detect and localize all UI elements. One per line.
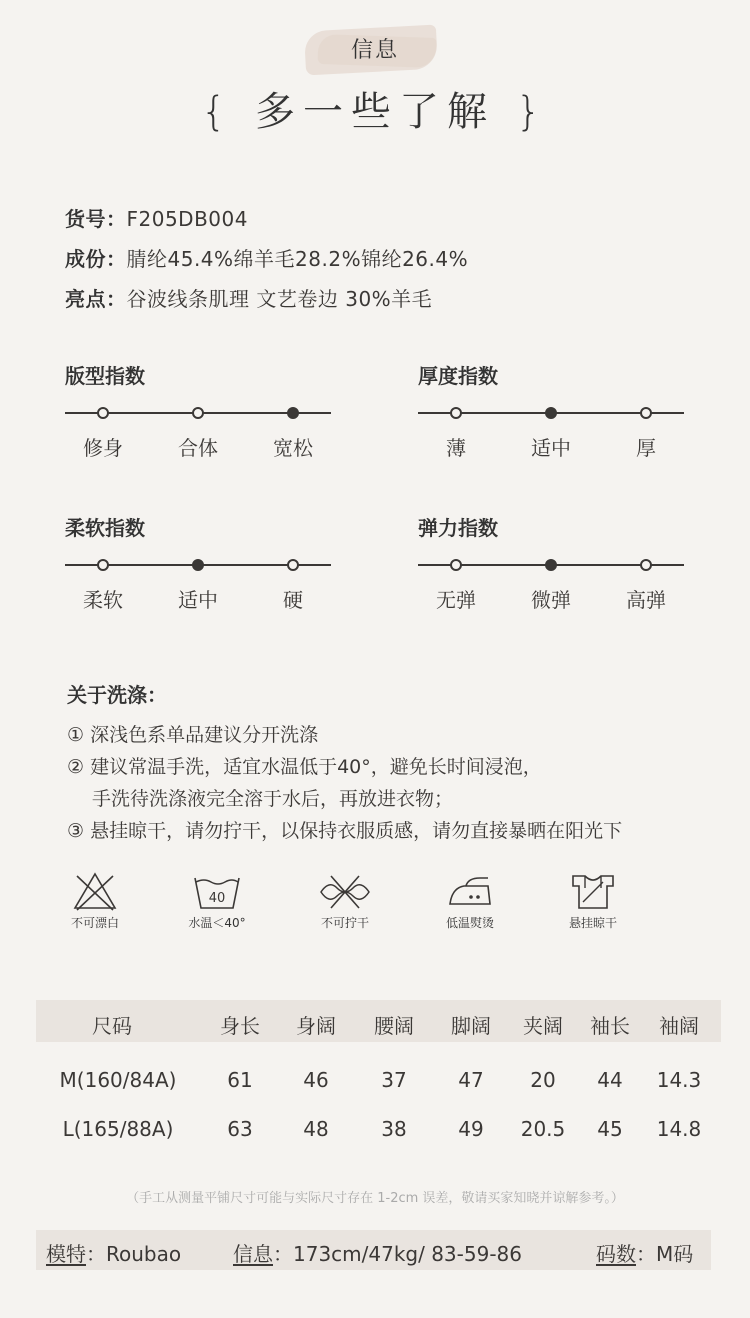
table-cell: 45 [597, 1117, 623, 1141]
index-option: 厚 [636, 436, 656, 460]
care-label: 水温＜40° [188, 916, 246, 930]
index-title: 弹力指数 [418, 516, 498, 540]
table-cell: 47 [458, 1068, 484, 1092]
info-value: 谷波线条肌理 文艺卷边 30%羊毛 [126, 287, 433, 311]
index-dot [545, 559, 557, 571]
info-item-code [65, 203, 248, 232]
index-dot [287, 559, 299, 571]
table-cell: 44 [597, 1068, 623, 1092]
index-option: 高弹 [626, 588, 666, 612]
table-header: 袖阔 [659, 1014, 699, 1038]
table-cell: 61 [227, 1068, 253, 1092]
index-option: 柔软 [83, 588, 123, 612]
index-option: 合体 [178, 436, 218, 460]
wash-temp-badge: 40 [208, 891, 226, 906]
index-dot [545, 407, 557, 419]
care-label: 悬挂晾干 [568, 916, 617, 930]
info-label: 信息 [233, 1242, 273, 1266]
table-cell: 14.3 [656, 1068, 702, 1092]
index-option: 硬 [283, 588, 303, 612]
index-option: 适中 [531, 436, 571, 460]
index-option: 薄 [446, 436, 466, 460]
table-cell: 49 [458, 1117, 484, 1141]
index-dot [287, 407, 299, 419]
table-cell: M(160/84A) [59, 1068, 177, 1092]
model-label: 模特 [46, 1242, 86, 1266]
wash-line: ③ 悬挂晾干，请勿拧干，以保持衣服质感，请勿直接暴晒在阳光下 [67, 820, 623, 842]
table-header: 腰阔 [374, 1014, 414, 1038]
model-measurements [233, 1238, 522, 1267]
table-header: 袖长 [590, 1014, 630, 1038]
table-cell: 14.8 [656, 1117, 702, 1141]
measurement-note: （手工从测量平铺尺寸可能与实际尺寸存在 1-2cm 误差，敬请买家知晓并谅解参考。） [126, 1191, 624, 1206]
table-header: 身长 [220, 1014, 260, 1038]
wash-line: ① 深浅色系单品建议分开洗涤 [67, 724, 319, 746]
wash-40-icon [187, 870, 247, 914]
table-cell: 20 [530, 1068, 556, 1092]
index-dot [450, 559, 462, 571]
page-title: 信息 [350, 38, 399, 63]
index-dot [97, 407, 109, 419]
hang-dry-icon [563, 870, 623, 914]
info-value: 腈纶45.4%绵羊毛28.2%锦纶26.4% [126, 247, 469, 271]
table-cell: 63 [227, 1117, 253, 1141]
index-option: 宽松 [273, 436, 313, 460]
table-cell: 48 [303, 1117, 329, 1141]
wash-title: 关于洗涤： [67, 683, 167, 707]
index-title: 厚度指数 [418, 364, 498, 388]
table-header: 脚阔 [451, 1014, 491, 1038]
no-wring-icon [315, 870, 375, 914]
index-option: 修身 [83, 436, 123, 460]
table-header: 夹阔 [523, 1014, 563, 1038]
info-label: 成份： [65, 247, 127, 271]
table-header: 尺码 [92, 1014, 132, 1038]
care-label: 不可拧干 [320, 916, 369, 930]
info-item-highlights [65, 283, 432, 312]
size-value: ：M码 [636, 1242, 694, 1266]
table-cell: 46 [303, 1068, 329, 1092]
model-value: ：Roubao [86, 1242, 182, 1266]
info-value: ：173cm/47kg/ 83-59-86 [273, 1242, 522, 1266]
model-size [596, 1238, 693, 1267]
index-option: 适中 [178, 588, 218, 612]
page-subtitle: { 多一些了解 } [200, 89, 550, 135]
size-label: 码数 [596, 1242, 636, 1266]
info-item-composition [65, 243, 468, 272]
wash-line: 手洗待洗涤液完全溶于水后，再放进衣物； [92, 788, 454, 810]
care-label: 不可漂白 [70, 916, 119, 930]
table-cell: L(165/88A) [62, 1117, 174, 1141]
index-title: 版型指数 [65, 364, 145, 388]
index-option: 无弹 [436, 588, 476, 612]
no-bleach-icon [65, 870, 125, 914]
table-header: 身阔 [296, 1014, 336, 1038]
index-option: 微弹 [531, 588, 571, 612]
index-dot [640, 559, 652, 571]
table-cell: 38 [381, 1117, 407, 1141]
care-label: 低温熨烫 [445, 916, 494, 930]
index-dot [97, 559, 109, 571]
info-label: 亮点： [65, 287, 127, 311]
index-title: 柔软指数 [65, 516, 145, 540]
index-dot [192, 407, 204, 419]
wash-line: ② 建议常温手洗，适宜水温低于40°，避免长时间浸泡， [67, 756, 542, 778]
index-dot [450, 407, 462, 419]
model-name [46, 1238, 181, 1267]
index-dot [640, 407, 652, 419]
info-value: F205DB004 [126, 207, 248, 231]
info-label: 货号： [65, 207, 127, 231]
table-cell: 20.5 [520, 1117, 566, 1141]
low-iron-icon [440, 870, 500, 914]
index-dot [192, 559, 204, 571]
table-cell: 37 [381, 1068, 407, 1092]
